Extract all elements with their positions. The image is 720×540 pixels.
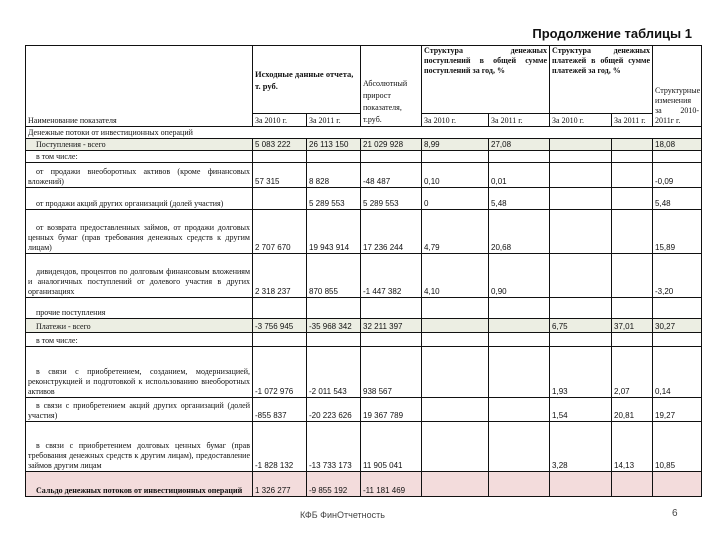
row-value: 938 567	[361, 347, 422, 398]
row-value	[612, 139, 653, 151]
table-row	[26, 151, 702, 163]
row-value	[550, 163, 612, 188]
row-value: 26 113 150	[307, 139, 361, 151]
row-label: от возврата предоставленных займов, от продажи долговых ценных бумаг (прав требования денежных средств к другим лицам)	[26, 210, 253, 254]
row-value	[489, 398, 550, 422]
row-value: -1 447 382	[361, 254, 422, 298]
row-value	[422, 472, 489, 497]
row-value: 1 326 277	[253, 472, 307, 497]
row-value: 0,14	[653, 347, 702, 398]
row-value	[489, 472, 550, 497]
header-receipts-structure: Структура денежных поступлений в общей сумме поступлений за год, %	[422, 46, 550, 114]
header-in-2010: За 2010 г.	[422, 114, 489, 127]
cash-flow-table	[25, 45, 702, 497]
row-value: 15,89	[653, 210, 702, 254]
row-value	[422, 319, 489, 333]
row-label: в том числе:	[26, 333, 253, 347]
row-label: Поступления - всего	[26, 139, 253, 151]
row-value: 3,28	[550, 422, 612, 472]
row-value: 27,08	[489, 139, 550, 151]
row-value	[612, 188, 653, 210]
table-row	[26, 347, 702, 398]
row-value: 5 289 553	[307, 188, 361, 210]
page-number: 6	[672, 508, 678, 519]
row-value: -3,20	[653, 254, 702, 298]
row-label: в связи с приобретением, созданием, модернизацией, реконструкцией и подготовкой к использованию внеоборотных активов	[26, 347, 253, 398]
row-value: 8,99	[422, 139, 489, 151]
row-label: дивидендов, процентов по долговым финансовым вложениям и аналогичных поступлений от долевого участия в других организациях	[26, 254, 253, 298]
table-row	[26, 398, 702, 422]
row-value: 20,81	[612, 398, 653, 422]
header-payments-structure: Структура денежных платежей в общей сумме платежей за год, %	[550, 46, 653, 114]
row-value: 21 029 928	[361, 139, 422, 151]
row-value	[307, 298, 361, 319]
row-value	[612, 333, 653, 347]
header-indicator-name: Наименование показателя	[26, 46, 253, 127]
row-value	[489, 422, 550, 472]
row-value: 32 211 397	[361, 319, 422, 333]
header-structural-change: Структурные изменения за 2010-2011г г.	[653, 46, 702, 127]
row-value	[422, 398, 489, 422]
row-value	[422, 298, 489, 319]
row-value: 17 236 244	[361, 210, 422, 254]
header-out-2011: За 2011 г.	[612, 114, 653, 127]
row-value: 0	[422, 188, 489, 210]
row-value: -9 855 192	[307, 472, 361, 497]
table-row	[26, 163, 702, 188]
row-value: -48 487	[361, 163, 422, 188]
row-value	[489, 151, 550, 163]
row-label: от продажи акций других организаций (долей участия)	[26, 188, 253, 210]
row-value: 19 367 789	[361, 398, 422, 422]
row-value	[653, 472, 702, 497]
row-label: Сальдо денежных потоков от инвестиционных операций	[26, 472, 253, 497]
row-value	[489, 347, 550, 398]
row-label: от продажи внеоборотных активов (кроме финансовых вложений)	[26, 163, 253, 188]
row-value: 18,08	[653, 139, 702, 151]
row-value: -855 837	[253, 398, 307, 422]
row-value	[489, 319, 550, 333]
row-value: -35 968 342	[307, 319, 361, 333]
table-row	[26, 472, 702, 497]
row-value: 30,27	[653, 319, 702, 333]
row-value	[253, 188, 307, 210]
row-value	[550, 139, 612, 151]
row-value	[253, 298, 307, 319]
row-value: 0,10	[422, 163, 489, 188]
row-value	[612, 254, 653, 298]
table-row	[26, 422, 702, 472]
table-continuation-title: Продолжение таблицы 1	[532, 26, 692, 41]
row-value: 2 318 237	[253, 254, 307, 298]
row-value: 37,01	[612, 319, 653, 333]
row-label: прочие поступления	[26, 298, 253, 319]
row-value: 6,75	[550, 319, 612, 333]
row-value	[653, 151, 702, 163]
row-value: -3 756 945	[253, 319, 307, 333]
header-in-2011: За 2011 г.	[489, 114, 550, 127]
row-value: 5 289 553	[361, 188, 422, 210]
table-row	[26, 333, 702, 347]
row-value: 19 943 914	[307, 210, 361, 254]
row-value: 19,27	[653, 398, 702, 422]
footer-text: КФБ ФинОтчетность	[300, 510, 385, 520]
header-absolute-growth: Абсолютный прирост показателя, т.руб.	[361, 46, 422, 127]
table-row	[26, 188, 702, 210]
row-value	[422, 422, 489, 472]
row-value	[253, 333, 307, 347]
row-value: 5,48	[489, 188, 550, 210]
row-value: 5 083 222	[253, 139, 307, 151]
row-label: в связи с приобретением долговых ценных бумаг (прав требования денежных средств к другим лицам), предоставление займов другим лицам	[26, 422, 253, 472]
row-value	[550, 210, 612, 254]
row-value	[361, 298, 422, 319]
row-value: 5,48	[653, 188, 702, 210]
row-value: -11 181 469	[361, 472, 422, 497]
row-value: -1 828 132	[253, 422, 307, 472]
header-out-2010: За 2010 г.	[550, 114, 612, 127]
row-value	[612, 298, 653, 319]
row-label: Платежи - всего	[26, 319, 253, 333]
row-value	[612, 151, 653, 163]
row-value: 1,93	[550, 347, 612, 398]
header-2011: За 2011 г.	[307, 114, 361, 127]
row-value	[307, 333, 361, 347]
row-value	[612, 472, 653, 497]
row-value	[489, 298, 550, 319]
row-value: -0,09	[653, 163, 702, 188]
row-value	[653, 333, 702, 347]
row-value	[489, 333, 550, 347]
row-label: в связи с приобретением акций других организаций (долей участия)	[26, 398, 253, 422]
row-value: -13 733 173	[307, 422, 361, 472]
row-value	[612, 163, 653, 188]
row-value: 20,68	[489, 210, 550, 254]
row-value	[653, 298, 702, 319]
row-value	[361, 151, 422, 163]
table-row	[26, 319, 702, 333]
table-row	[26, 210, 702, 254]
row-value	[550, 188, 612, 210]
row-value	[612, 210, 653, 254]
row-value: 870 855	[307, 254, 361, 298]
row-value: 1,54	[550, 398, 612, 422]
header-2010: За 2010 г.	[253, 114, 307, 127]
row-value: 0,01	[489, 163, 550, 188]
row-value	[550, 333, 612, 347]
row-value: -2 011 543	[307, 347, 361, 398]
row-value: 4,10	[422, 254, 489, 298]
table-row	[26, 298, 702, 319]
row-value	[307, 151, 361, 163]
row-value	[422, 347, 489, 398]
row-value	[550, 254, 612, 298]
row-value	[422, 333, 489, 347]
row-value	[550, 298, 612, 319]
table-row	[26, 254, 702, 298]
row-label: в том числе:	[26, 151, 253, 163]
row-value	[361, 333, 422, 347]
table-row	[26, 139, 702, 151]
row-value	[550, 472, 612, 497]
row-value: 4,79	[422, 210, 489, 254]
row-value: 8 828	[307, 163, 361, 188]
row-value	[253, 151, 307, 163]
row-value: 14,13	[612, 422, 653, 472]
row-value: 2,07	[612, 347, 653, 398]
header-source-data: Исходные данные отчета, т. руб.	[253, 46, 361, 114]
row-value: -1 072 976	[253, 347, 307, 398]
row-value: 0,90	[489, 254, 550, 298]
row-value: 10,85	[653, 422, 702, 472]
section-title: Денежные потоки от инвестиционных операций	[26, 127, 702, 139]
row-value	[550, 151, 612, 163]
row-value: 2 707 670	[253, 210, 307, 254]
row-value: 57 315	[253, 163, 307, 188]
row-value: 11 905 041	[361, 422, 422, 472]
row-value	[422, 151, 489, 163]
row-value: -20 223 626	[307, 398, 361, 422]
